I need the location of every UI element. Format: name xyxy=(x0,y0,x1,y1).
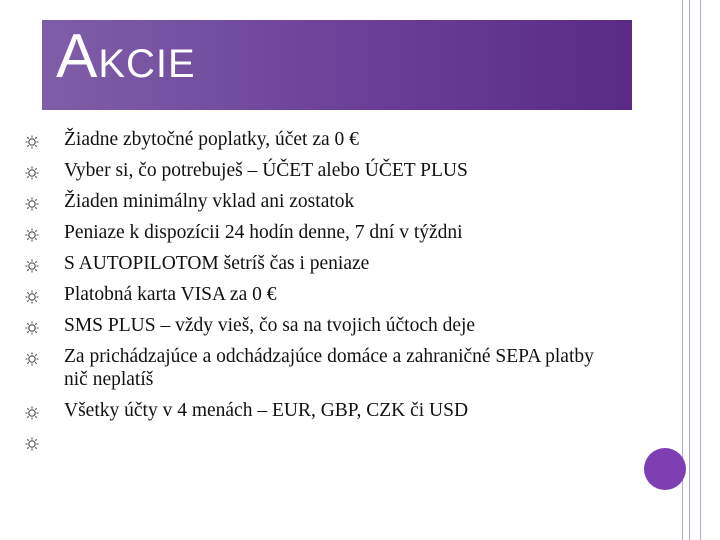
list-item xyxy=(22,345,622,391)
title-first-letter: A xyxy=(56,22,99,91)
sun-bullet-icon xyxy=(25,318,39,332)
sun-bullet-icon xyxy=(25,194,39,208)
frame-line-middle xyxy=(689,0,690,540)
bullet-text: Za prichádzajúce a odchádzajúce domáce a zahraničné SEPA platby nič neplatíš xyxy=(64,346,594,390)
slide-title xyxy=(56,22,196,91)
list-item xyxy=(22,128,622,151)
sun-bullet-icon xyxy=(25,225,39,239)
list-item xyxy=(22,221,622,244)
frame-line-right xyxy=(700,0,701,540)
sun-bullet-icon xyxy=(25,256,39,270)
list-item xyxy=(22,314,622,337)
sun-bullet-icon xyxy=(25,132,39,146)
list-item xyxy=(22,190,622,213)
title-rest: KCIE xyxy=(98,42,196,86)
bullet-text: Peniaze k dispozícii 24 hodín denne, 7 dní v týždni xyxy=(64,222,463,243)
bullet-text: Žiadne zbytočné poplatky, účet za 0 € xyxy=(64,129,359,150)
list-item xyxy=(22,252,622,275)
sun-bullet-icon xyxy=(25,349,39,363)
bullet-list xyxy=(22,128,622,461)
bullet-text: SMS PLUS – vždy vieš, čo sa na tvojich účtoch deje xyxy=(64,315,476,336)
list-item xyxy=(22,283,622,306)
list-item xyxy=(22,159,622,182)
list-item xyxy=(22,399,622,422)
sun-bullet-icon xyxy=(25,287,39,301)
sun-bullet-icon xyxy=(25,434,39,448)
bullet-text: S AUTOPILOTOM šetríš čas i peniaze xyxy=(64,253,370,274)
sun-bullet-icon xyxy=(25,163,39,177)
purple-circle xyxy=(644,448,686,490)
bullet-text: Platobná karta VISA za 0 € xyxy=(64,284,277,305)
bullet-text: Všetky účty v 4 menách – EUR, GBP, CZK či USD xyxy=(64,400,469,421)
sun-bullet-icon xyxy=(25,403,39,417)
list-item xyxy=(22,430,622,453)
bullet-text: Žiaden minimálny vklad ani zostatok xyxy=(64,191,355,212)
bullet-text: Vyber si, čo potrebuješ – ÚČET alebo ÚČET PLUS xyxy=(64,160,468,181)
